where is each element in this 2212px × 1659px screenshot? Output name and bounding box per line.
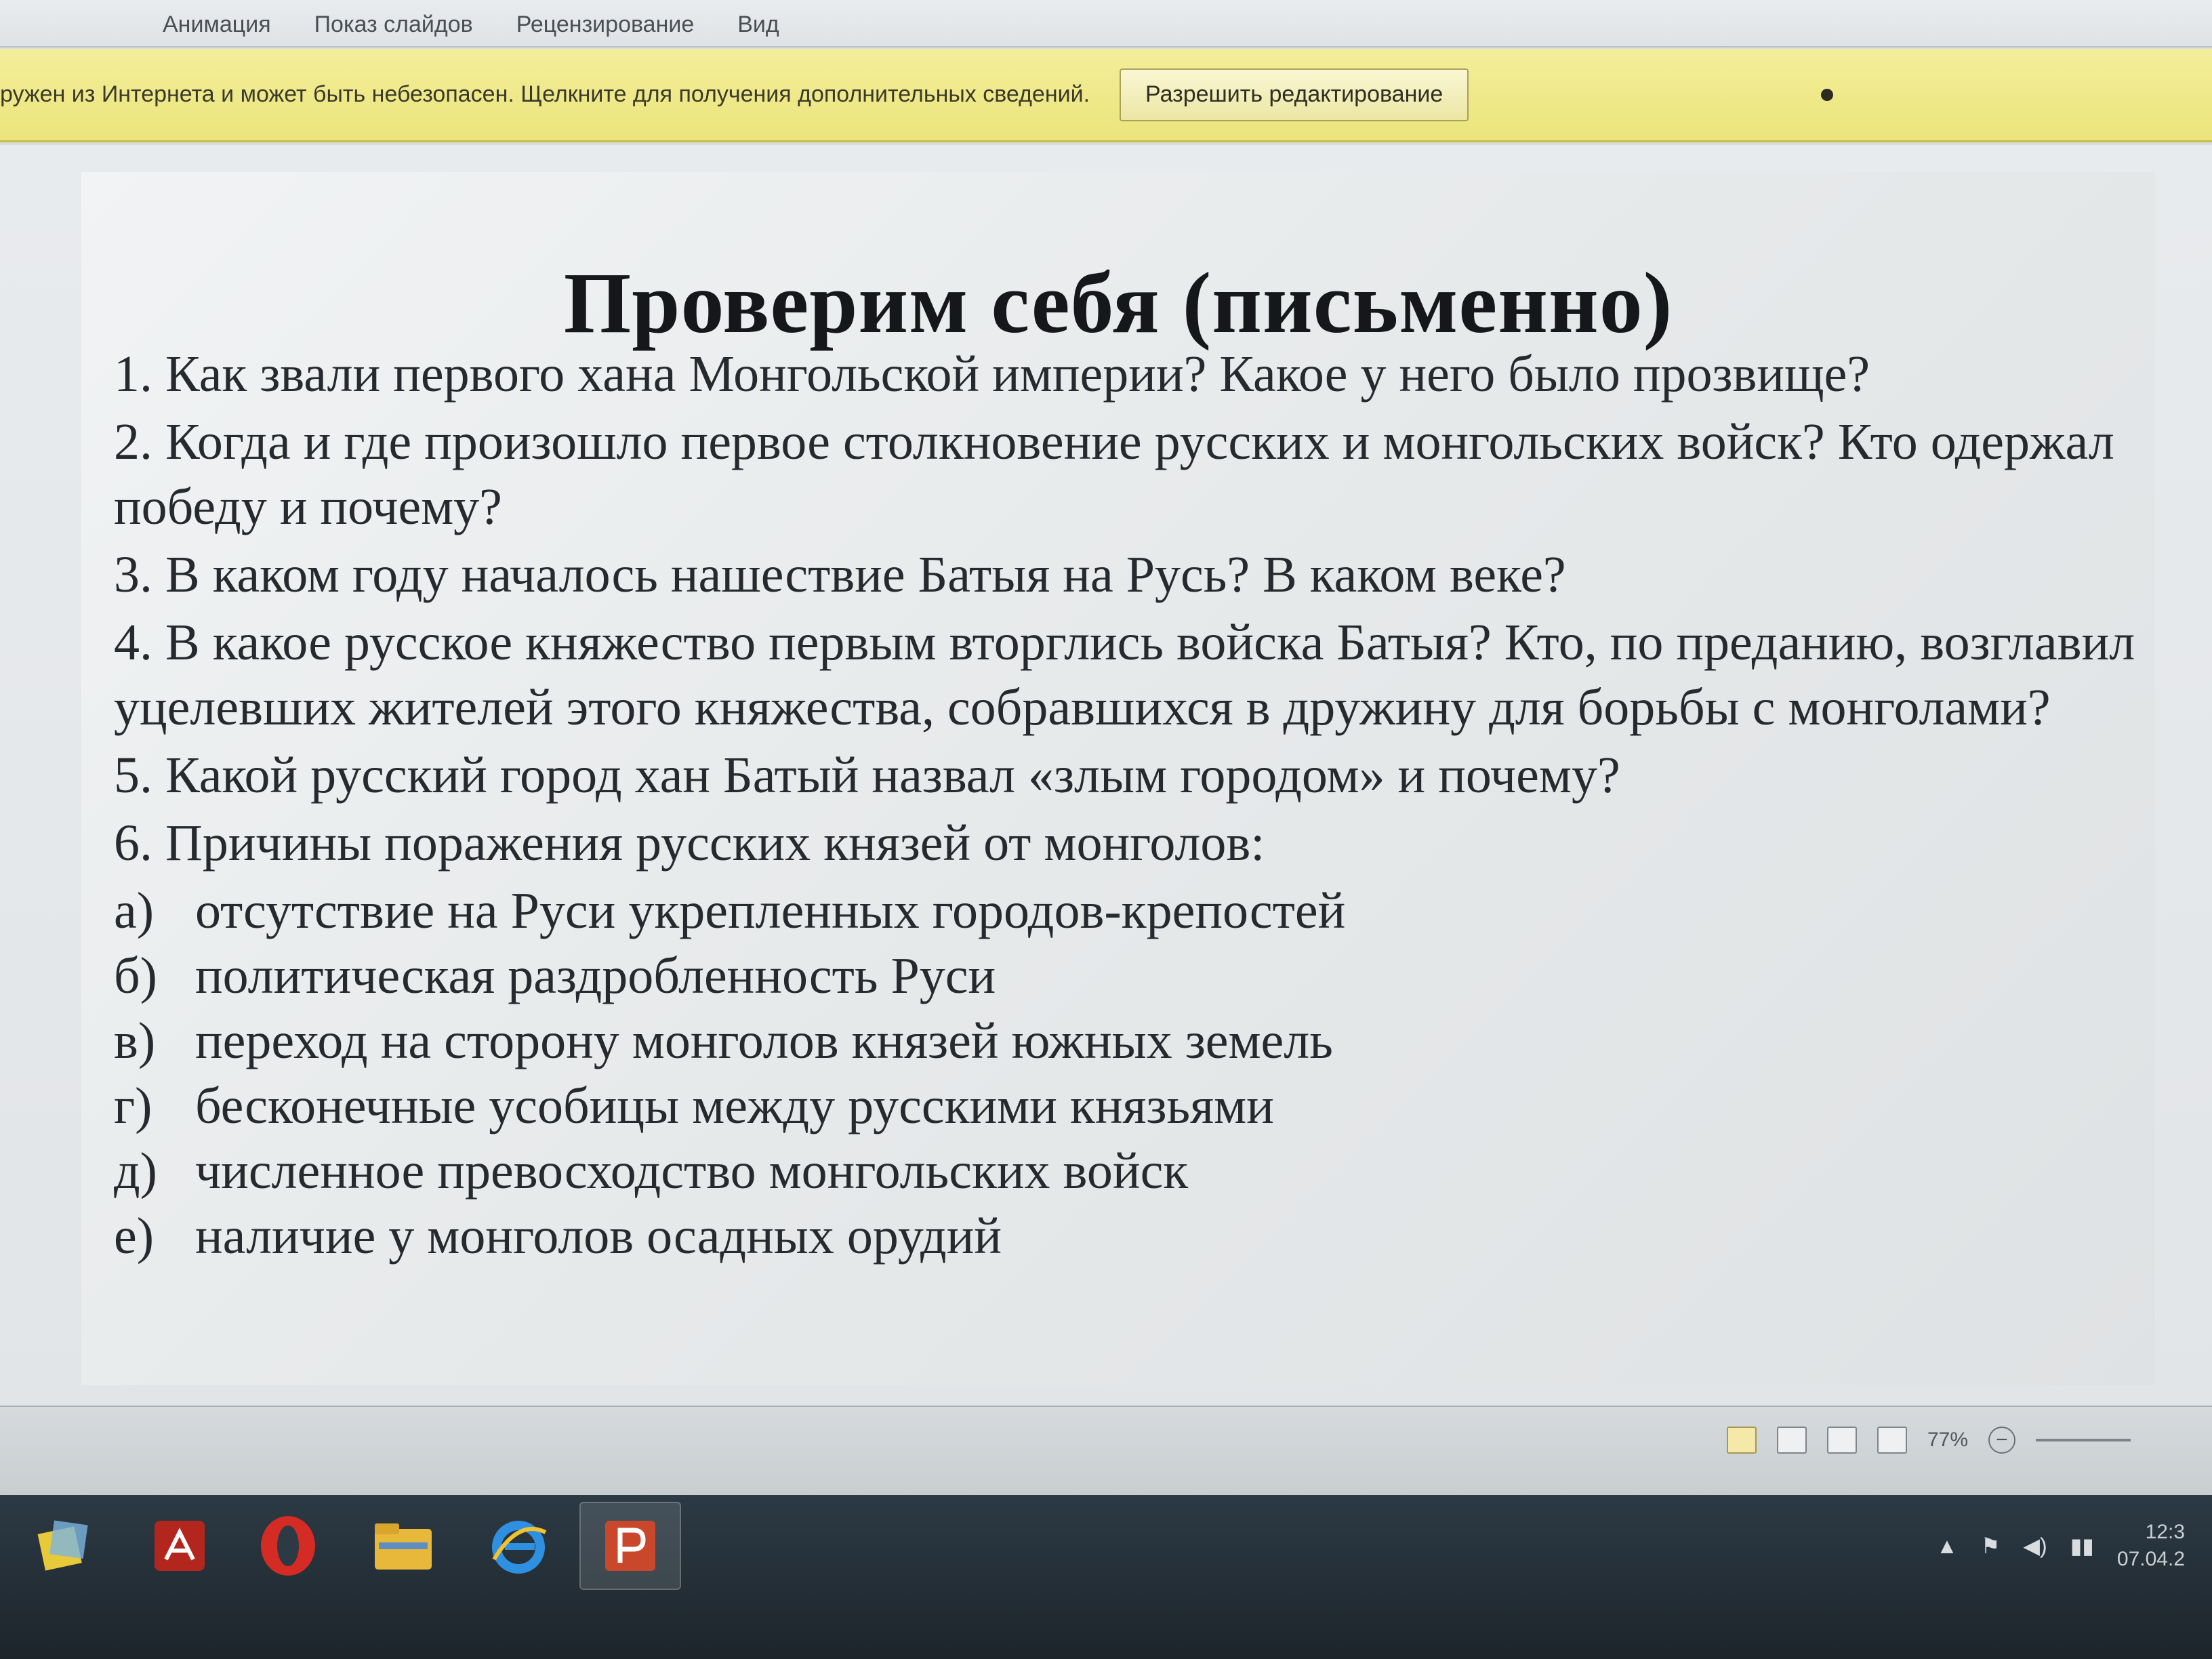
tab-slide-show[interactable]: Показ слайдов (314, 12, 473, 37)
clock-time: 12:3 (2145, 1521, 2185, 1543)
question-item: 5. Какой русский город хан Батый назвал «злым городом» и почему? (114, 747, 1620, 804)
reason-text: бесконечные усобицы между русскими князьями (195, 1078, 1274, 1134)
reason-text: отсутствие на Руси укрепленных городов-крепостей (195, 882, 1346, 939)
reason-item (114, 878, 2140, 943)
reason-letter: г) (114, 1078, 152, 1134)
volume-icon[interactable]: ◀) (2023, 1534, 2047, 1558)
protected-view-bar (0, 49, 2212, 142)
flag-icon[interactable]: ⚑ (1980, 1534, 2001, 1558)
view-controls (1727, 1416, 2131, 1464)
reason-text: переход на сторону монголов князей южных земель (195, 1012, 1333, 1069)
status-bar (0, 1406, 2212, 1495)
show-hidden-icons-icon[interactable]: ▲ (1936, 1533, 1958, 1558)
reason-item (114, 943, 2140, 1008)
zoom-slider[interactable] (2036, 1439, 2131, 1441)
normal-view-icon[interactable] (1727, 1427, 1757, 1454)
opera-icon[interactable] (237, 1502, 339, 1590)
internet-explorer-icon[interactable] (468, 1502, 569, 1590)
clock[interactable] (2117, 1519, 2185, 1573)
slide-editor-area (0, 145, 2212, 1406)
tab-view[interactable]: Вид (737, 12, 779, 37)
clock-date: 07.04.2 (2116, 1548, 2185, 1570)
question-item: 2. Когда и где произошло первое столкновение русских и монгольских войск? Кто одержал победу и почему? (114, 413, 2114, 535)
tab-animation[interactable]: Анимация (163, 12, 271, 37)
reason-letter: в) (114, 1012, 156, 1069)
reading-view-icon[interactable] (1827, 1427, 1857, 1454)
slide-sorter-icon[interactable] (1777, 1427, 1807, 1454)
close-icon[interactable] (1821, 89, 1833, 101)
zoom-out-button[interactable]: − (1988, 1427, 2015, 1454)
reason-item (114, 1073, 2140, 1139)
reason-item (114, 1139, 2140, 1204)
reason-item (114, 1008, 2140, 1073)
reason-text: политическая раздробленность Руси (195, 947, 996, 1004)
slide-show-icon[interactable] (1877, 1427, 1907, 1454)
reason-letter: д) (114, 1143, 157, 1200)
slide-title: Проверим себя (письменно) (563, 255, 1673, 351)
question-item: 3. В каком году началось нашествие Батыя на Русь? В каком веке? (114, 546, 1566, 603)
reason-list (114, 878, 2140, 1269)
slide[interactable] (81, 172, 2155, 1385)
file-explorer-icon[interactable] (352, 1502, 454, 1590)
reason-letter: а) (114, 882, 155, 939)
tab-review[interactable]: Рецензирование (516, 12, 695, 37)
zoom-level[interactable]: 77% (1927, 1429, 1968, 1451)
reason-text: наличие у монголов осадных орудий (195, 1208, 1002, 1265)
reason-letter: е) (114, 1208, 155, 1265)
sticky-notes-icon[interactable] (14, 1502, 115, 1590)
question-item: 6. Причины поражения русских князей от монголов: (114, 815, 1265, 872)
taskbar (0, 1495, 2212, 1659)
system-tray (1936, 1515, 2185, 1576)
ribbon-tabs (0, 0, 2212, 47)
reason-item (114, 1204, 2140, 1269)
reason-text: численное превосходство монгольских войск (195, 1143, 1189, 1200)
protected-view-message[interactable]: ружен из Интернета и может быть небезопасен. Щелкните для получения дополнительных сведений. (0, 81, 1090, 107)
network-icon[interactable]: ▮▮ (2070, 1534, 2094, 1558)
question-list (114, 342, 2140, 1269)
question-item: 1. Как звали первого хана Монгольской империи? Какое у него было прозвище? (114, 346, 1870, 403)
reason-letter: б) (114, 947, 157, 1004)
question-item: 4. В какое русское княжество первым вторглись войска Батыя? Кто, по преданию, возглавил уцелевших жителей этого княжества, собравшихся в дружину для борьбы с монголами? (114, 614, 2135, 736)
enable-editing-button[interactable]: Разрешить редактирование (1120, 68, 1469, 121)
powerpoint-icon[interactable] (579, 1502, 681, 1590)
acrobat-icon[interactable] (129, 1502, 230, 1590)
